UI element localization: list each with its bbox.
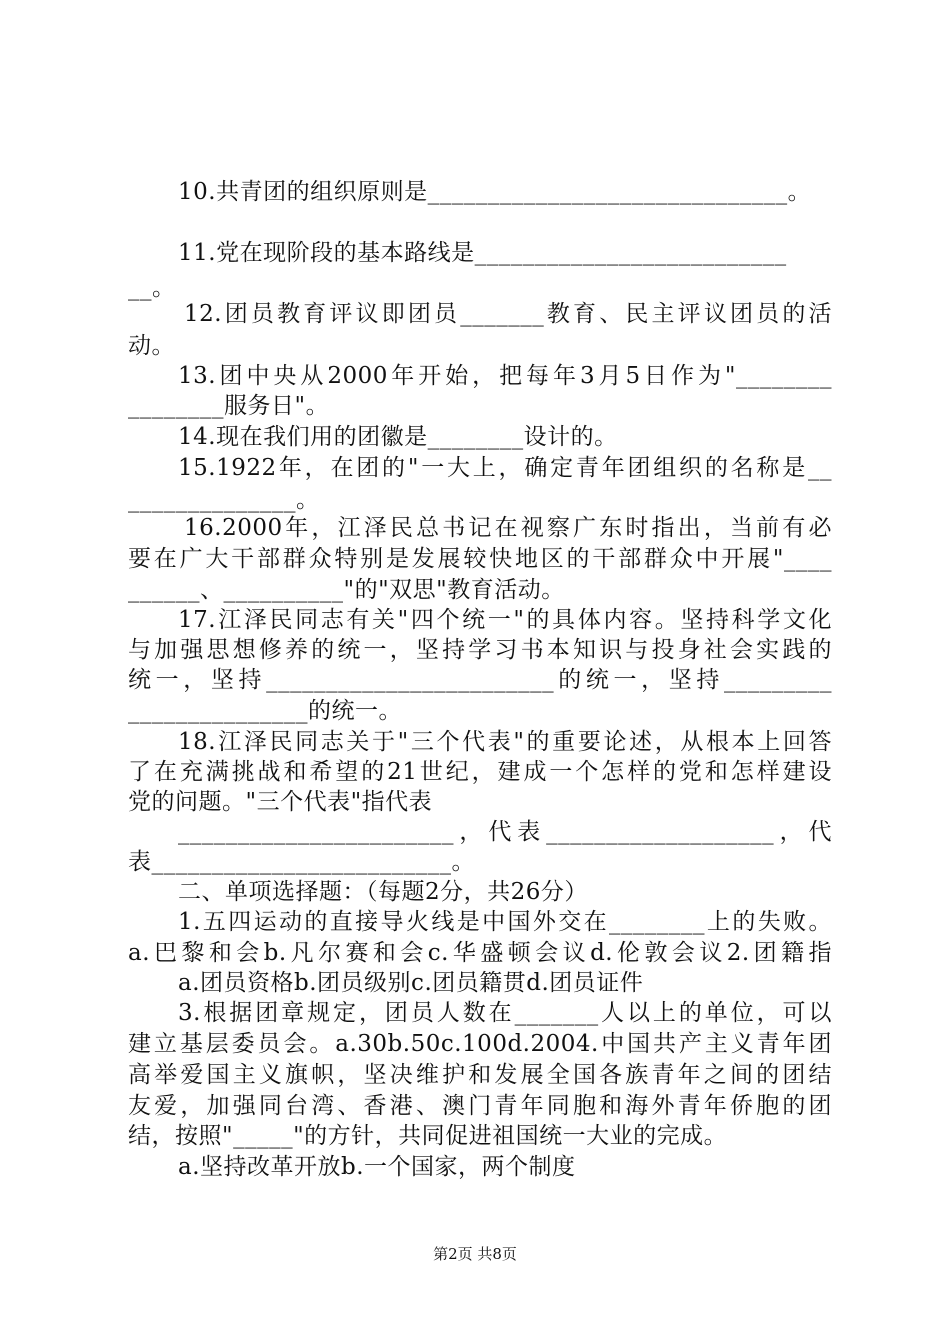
question-10: 10.共青团的组织原则是______________________________。 <box>178 179 812 205</box>
question-18-line-2: 了在充满挑战和希望的21世纪，建成一个怎样的党和怎样建设 <box>128 759 832 785</box>
mc-question-4-options: a.坚持改革开放b.一个国家，两个制度 <box>178 1154 576 1180</box>
question-11-line-1: 11.党在现阶段的基本路线是__________________________ <box>178 240 787 266</box>
question-18-line-4: _______________________，代表___________________，代 <box>178 819 832 845</box>
mc-question-3-line-2: 建立基层委员会。a.30b.50c.100d.2004.中国共产主义青年团 <box>128 1031 832 1057</box>
question-15-line-2: ______________。 <box>128 487 320 513</box>
mc-question-4-line-2: 友爱，加强同台湾、香港、澳门青年同胞和海外青年侨胞的团 <box>128 1093 832 1119</box>
question-11-line-2: __。 <box>128 275 176 301</box>
question-17-line-2: 与加强思想修养的统一，坚持学习书本知识与投身社会实践的 <box>128 637 832 663</box>
mc-question-3-line-1: 3.根据团章规定，团员人数在_______人以上的单位，可以 <box>178 1000 832 1026</box>
question-14: 14.现在我们用的团徽是________设计的。 <box>178 424 618 450</box>
question-18-line-1: 18.江泽民同志关于"三个代表"的重要论述，从根本上回答 <box>178 729 832 755</box>
mc-question-2-options: a.团员资格b.团员级别c.团员籍贯d.团员证件 <box>178 970 644 996</box>
question-17-line-1: 17.江泽民同志有关"四个统一"的具体内容。坚持科学文化 <box>178 607 832 633</box>
mc-question-4-line-3: 结，按照"_____"的方针，共同促进祖国统一大业的完成。 <box>128 1123 728 1149</box>
question-16-line-2: 要在广大干部群众特别是发展较快地区的干部群众中开展"____ <box>128 546 832 572</box>
question-13-line-1: 13.团中央从2000年开始，把每年3月5日作为"________ <box>178 363 832 389</box>
question-17-line-4: _______________的统一。 <box>128 698 402 724</box>
question-18-line-3: 党的问题。"三个代表"指代表 <box>128 789 433 815</box>
question-16-line-3: ______、__________"的"双思"教育活动。 <box>128 577 565 603</box>
question-17-line-3: 统一，坚持________________________的统一，坚持_________ <box>128 667 832 693</box>
question-15-line-1: 15.1922年，在团的"一大上，确定青年团组织的名称是__ <box>178 455 832 481</box>
question-12-line-2: 动。 <box>128 333 175 359</box>
mc-question-1: 1.五四运动的直接导火线是中国外交在________上的失败。 <box>178 909 832 935</box>
question-18-line-5: 表_________________________。 <box>128 849 475 875</box>
page-footer: 第2页 共8页 <box>433 1245 517 1263</box>
question-13-line-2: ________服务日"。 <box>128 393 330 419</box>
question-16-line-1: 16.2000年，江泽民总书记在视察广东时指出，当前有必 <box>184 515 832 541</box>
question-12-line-1: 12.团员教育评议即团员_______教育、民主评议团员的活 <box>184 301 832 327</box>
section-heading: 二、单项选择题：（每题2分，共26分） <box>178 879 588 905</box>
mc-options-line: a.巴黎和会b.凡尔赛和会c.华盛顿会议d.伦敦会议2.团籍指 <box>128 940 832 966</box>
mc-question-4-line-1: 高举爱国主义旗帜，坚决维护和发展全国各族青年之间的团结 <box>128 1062 832 1088</box>
